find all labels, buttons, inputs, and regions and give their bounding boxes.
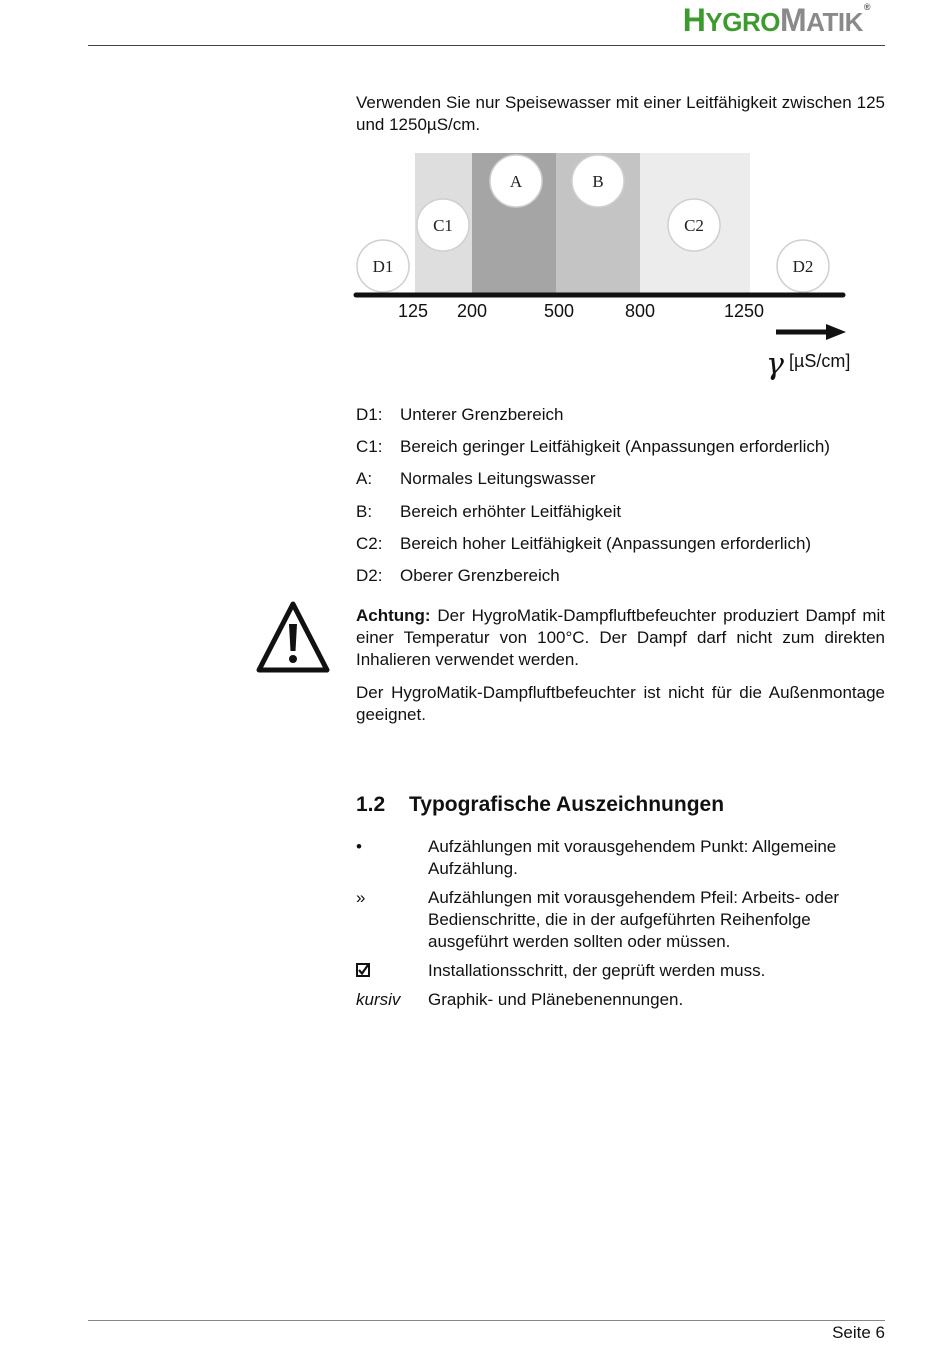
list-item-text: Graphik- und Plänebenennungen. (428, 990, 684, 1009)
footer-divider (88, 1320, 885, 1321)
legend-row-c2 (356, 533, 885, 565)
list-item (356, 887, 885, 953)
warning-text: Der HygroMatik-Dampfluftbefeuchter produziert Dampf mit einer Temperatur von 100°C. Der Dampf darf nicht zum direkten Inhalieren verwendet werden. (356, 606, 885, 669)
section-heading (356, 793, 724, 817)
list-item (356, 836, 885, 880)
legend-code: C1: (356, 437, 383, 457)
list-item-text: Installationsschritt, der geprüft werden muss. (428, 961, 766, 980)
header-divider (88, 45, 885, 46)
tick-label: 800 (624, 301, 656, 321)
page-number: Seite 6 (832, 1323, 885, 1342)
tick-label: 125 (397, 301, 429, 321)
zone-legend (356, 404, 885, 597)
intro-paragraph: Verwenden Sie nur Speisewasser mit einer Leitfähigkeit zwischen 125 und 1250µS/cm. (356, 93, 885, 134)
logo-letter-m: M (779, 2, 807, 38)
legend-text: Bereich geringer Leitfähigkeit (Anpassungen erforderlich) (400, 437, 830, 457)
list-item-text: Aufzählungen mit vorausgehendem Punkt: Allgemeine Aufzählung. (428, 837, 837, 878)
tick-label: 1250 (723, 301, 765, 321)
legend-row-d2 (356, 565, 885, 597)
legend-text: Unterer Grenzbereich (400, 405, 564, 424)
list-item-text: Aufzählungen mit vorausgehendem Pfeil: Arbeits- oder Bedienschritte, die in der aufgeführten Reihenfolge ausgeführt werden sollten oder müssen. (428, 888, 840, 951)
checkbox-checked-icon (356, 963, 370, 977)
zone-label-c2: C2 (684, 216, 704, 235)
outdoor-note: Der HygroMatik-Dampfluftbefeuchter ist nicht für die Außenmontage geeignet. (356, 683, 885, 724)
bullet-symbol: • (356, 837, 362, 856)
legend-text: Oberer Grenzbereich (400, 565, 560, 585)
tick-label: 200 (456, 301, 488, 321)
legend-code: B: (356, 501, 373, 521)
legend-text: Bereich erhöhter Leitfähigkeit (400, 501, 622, 521)
warning-label: Achtung: (356, 606, 431, 625)
registered-mark: ® (863, 2, 870, 12)
legend-code: A: (356, 469, 373, 489)
checkbox-symbol (356, 960, 428, 982)
direction-arrow-head (826, 324, 846, 340)
legend-row-c1 (356, 436, 885, 468)
arrow-symbol: » (356, 888, 366, 907)
axis-symbol: γ (766, 347, 784, 382)
list-item (356, 960, 885, 982)
logo-text-atik: ATIK (806, 7, 863, 37)
legend-row-a (356, 468, 885, 500)
section-title: Typografische Auszeichnungen (409, 793, 725, 816)
conductivity-range-chart (352, 148, 872, 388)
italic-symbol: kursiv (356, 990, 401, 1009)
logo-letter-h: H (682, 2, 706, 38)
legend-code: D2: (356, 565, 383, 585)
zone-label-c1: C1 (433, 216, 453, 235)
legend-code: C2: (356, 533, 383, 553)
warning-paragraph (356, 605, 885, 671)
zone-label-d1: D1 (372, 257, 394, 276)
warning-triangle-icon (256, 600, 330, 674)
legend-text: Bereich hoher Leitfähigkeit (Anpassungen erforderlich) (400, 533, 812, 553)
section-number: 1.2 (356, 793, 386, 816)
legend-code: D1: (356, 405, 383, 424)
marker-list (356, 836, 885, 1018)
tick-label: 500 (543, 301, 575, 321)
zone-label-d2: D2 (792, 257, 814, 276)
logo-text-hygro: YGRO (705, 7, 780, 37)
zone-label-a: A (509, 172, 523, 191)
hygromatik-logo (683, 2, 870, 39)
axis-unit: [µS/cm] (789, 351, 851, 371)
legend-text: Normales Leitungswasser (400, 469, 596, 489)
legend-row-b (356, 501, 885, 533)
legend-row-d1 (356, 404, 885, 436)
zone-label-b: B (592, 172, 604, 191)
list-item (356, 989, 885, 1011)
